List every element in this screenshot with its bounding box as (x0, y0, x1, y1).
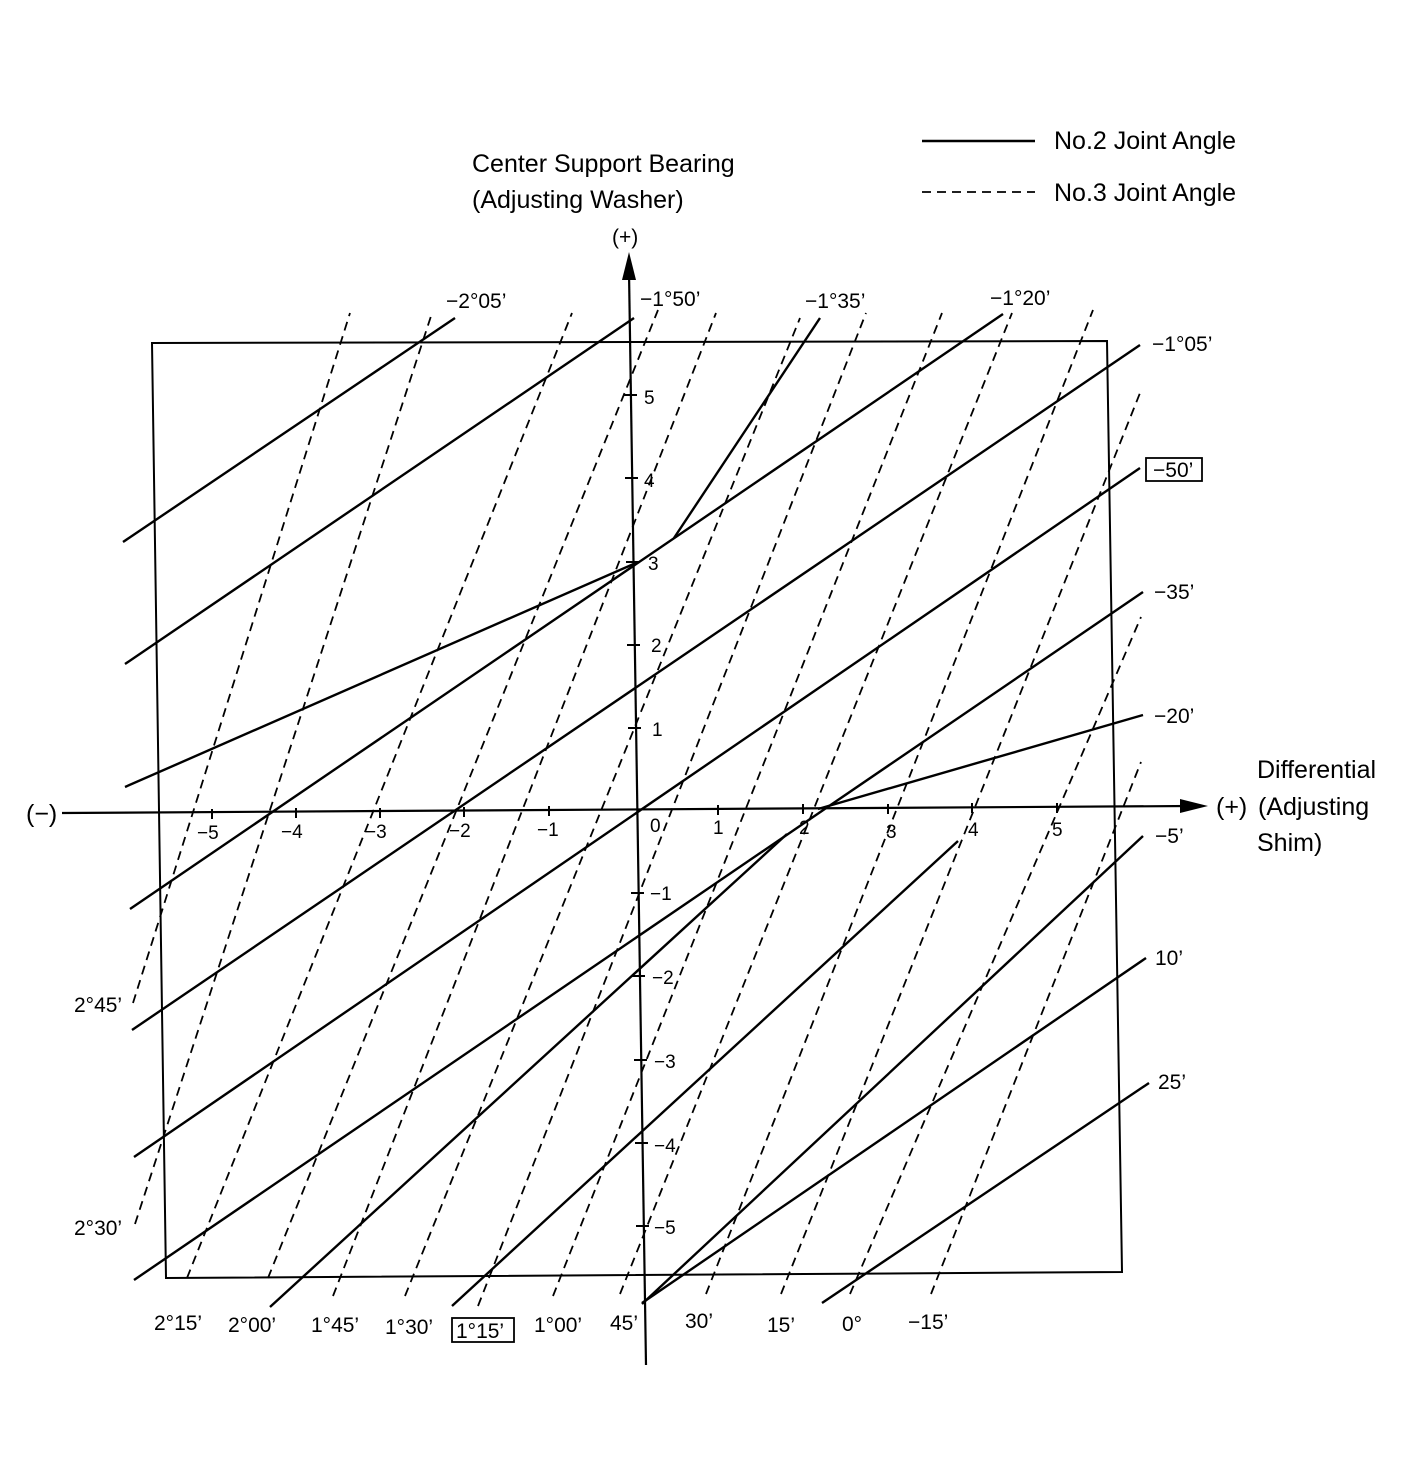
solid-line-neg-5-b (642, 836, 1143, 1304)
y-tick-label: −2 (652, 968, 674, 989)
solid-line-neg-1d35 (125, 562, 638, 787)
x-axis-plus: (+) (1216, 793, 1248, 821)
x-axis-minus: (−) (26, 800, 58, 828)
x-tick-labels (197, 816, 1063, 844)
x-tick-label: 0 (650, 816, 661, 837)
solid-line-neg-5-a (452, 841, 958, 1306)
x-tick-label: −2 (449, 821, 471, 842)
x-axis-line (62, 806, 1190, 813)
no3-label: −15’ (908, 1311, 949, 1334)
no3-label-highlighted: 1°15’ (456, 1320, 505, 1343)
y-axis-plus: (+) (612, 226, 639, 249)
y-tick-label: 2 (651, 636, 662, 657)
no3-label: 2°15’ (154, 1312, 203, 1335)
y-tick-label: 1 (652, 720, 663, 741)
solid-line-neg-1d20 (130, 314, 1003, 909)
dashed-line-2d30 (135, 313, 432, 1224)
dashed-line-2d15 (187, 313, 572, 1278)
no2-label-highlighted: −50’ (1153, 459, 1194, 482)
x-tick-label: −5 (197, 823, 219, 844)
no3-line-labels (74, 994, 948, 1343)
x-tick-label: 4 (968, 820, 979, 841)
y-tick-label: −1 (650, 884, 672, 905)
dashed-line-45 (620, 313, 1012, 1294)
x-tick-label: −1 (537, 820, 559, 841)
no2-label: −1°50’ (640, 288, 701, 311)
dashed-line-2d45 (133, 313, 350, 1003)
no2-label: −35’ (1154, 581, 1195, 604)
x-tick-label: −3 (365, 822, 387, 843)
legend-solid-label: No.2 Joint Angle (1054, 127, 1237, 155)
no2-label: −1°35’ (805, 290, 866, 313)
no2-label: −5’ (1155, 825, 1184, 848)
no3-label: 2°45’ (74, 994, 123, 1017)
x-axis-title-line3: Shim) (1257, 829, 1323, 857)
no3-label: 2°30’ (74, 1217, 123, 1240)
no2-label: 25’ (1158, 1071, 1187, 1094)
no3-label: 2°00’ (228, 1314, 277, 1337)
dashed-line-neg-15 (931, 762, 1141, 1294)
no3-label: 1°00’ (534, 1314, 583, 1337)
y-tick-label: −3 (654, 1052, 676, 1073)
x-axis-arrowhead (1180, 799, 1208, 813)
x-tick-label: −4 (281, 822, 303, 843)
y-axis-title-line2: (Adjusting Washer) (472, 186, 684, 214)
no3-label: 0° (842, 1313, 863, 1336)
no3-label: 1°45’ (311, 1314, 360, 1337)
legend-dashed-label: No.3 Joint Angle (1054, 179, 1237, 207)
solid-line-neg-1d05 (132, 345, 1140, 1030)
no3-label: 45’ (610, 1312, 639, 1335)
x-tick-label: 2 (799, 818, 810, 839)
y-axis-line (629, 272, 646, 1365)
y-axis-title-line1: Center Support Bearing (472, 150, 735, 178)
no2-label: −1°05’ (1152, 333, 1213, 356)
solid-line-neg-20-b (818, 715, 1143, 809)
x-tick-label: 5 (1052, 820, 1063, 841)
solid-line-25 (822, 1083, 1149, 1303)
dashed-line-15 (781, 393, 1140, 1294)
y-tick-label: 3 (648, 554, 659, 575)
y-tick-label: −5 (654, 1218, 676, 1239)
y-tick-label: −4 (654, 1136, 676, 1157)
x-tick-label: 1 (713, 818, 724, 839)
y-axis-arrowhead (622, 252, 636, 280)
no2-label: 10’ (1155, 947, 1184, 970)
solid-line-neg-1d35-b (674, 318, 820, 538)
x-axis-title-line2: (Adjusting (1258, 793, 1370, 821)
no3-label: 15’ (767, 1314, 796, 1337)
no3-label: 1°30’ (385, 1316, 434, 1339)
dashed-line-30 (706, 310, 1093, 1294)
x-tick-label: 3 (886, 822, 897, 843)
dashed-line-2d00 (268, 310, 658, 1278)
no2-label: −1°20’ (990, 287, 1051, 310)
solid-line-neg-35 (134, 592, 1143, 1280)
no2-label: −2°05’ (446, 290, 507, 313)
dashed-line-0 (850, 617, 1141, 1294)
y-tick-label: 5 (644, 388, 655, 409)
x-axis-title-line1: Differential (1257, 756, 1377, 784)
no3-label: 30’ (685, 1310, 714, 1333)
no2-label: −20’ (1154, 705, 1195, 728)
y-tick-label: 4 (644, 471, 655, 492)
dashed-line-1d00 (553, 313, 942, 1296)
